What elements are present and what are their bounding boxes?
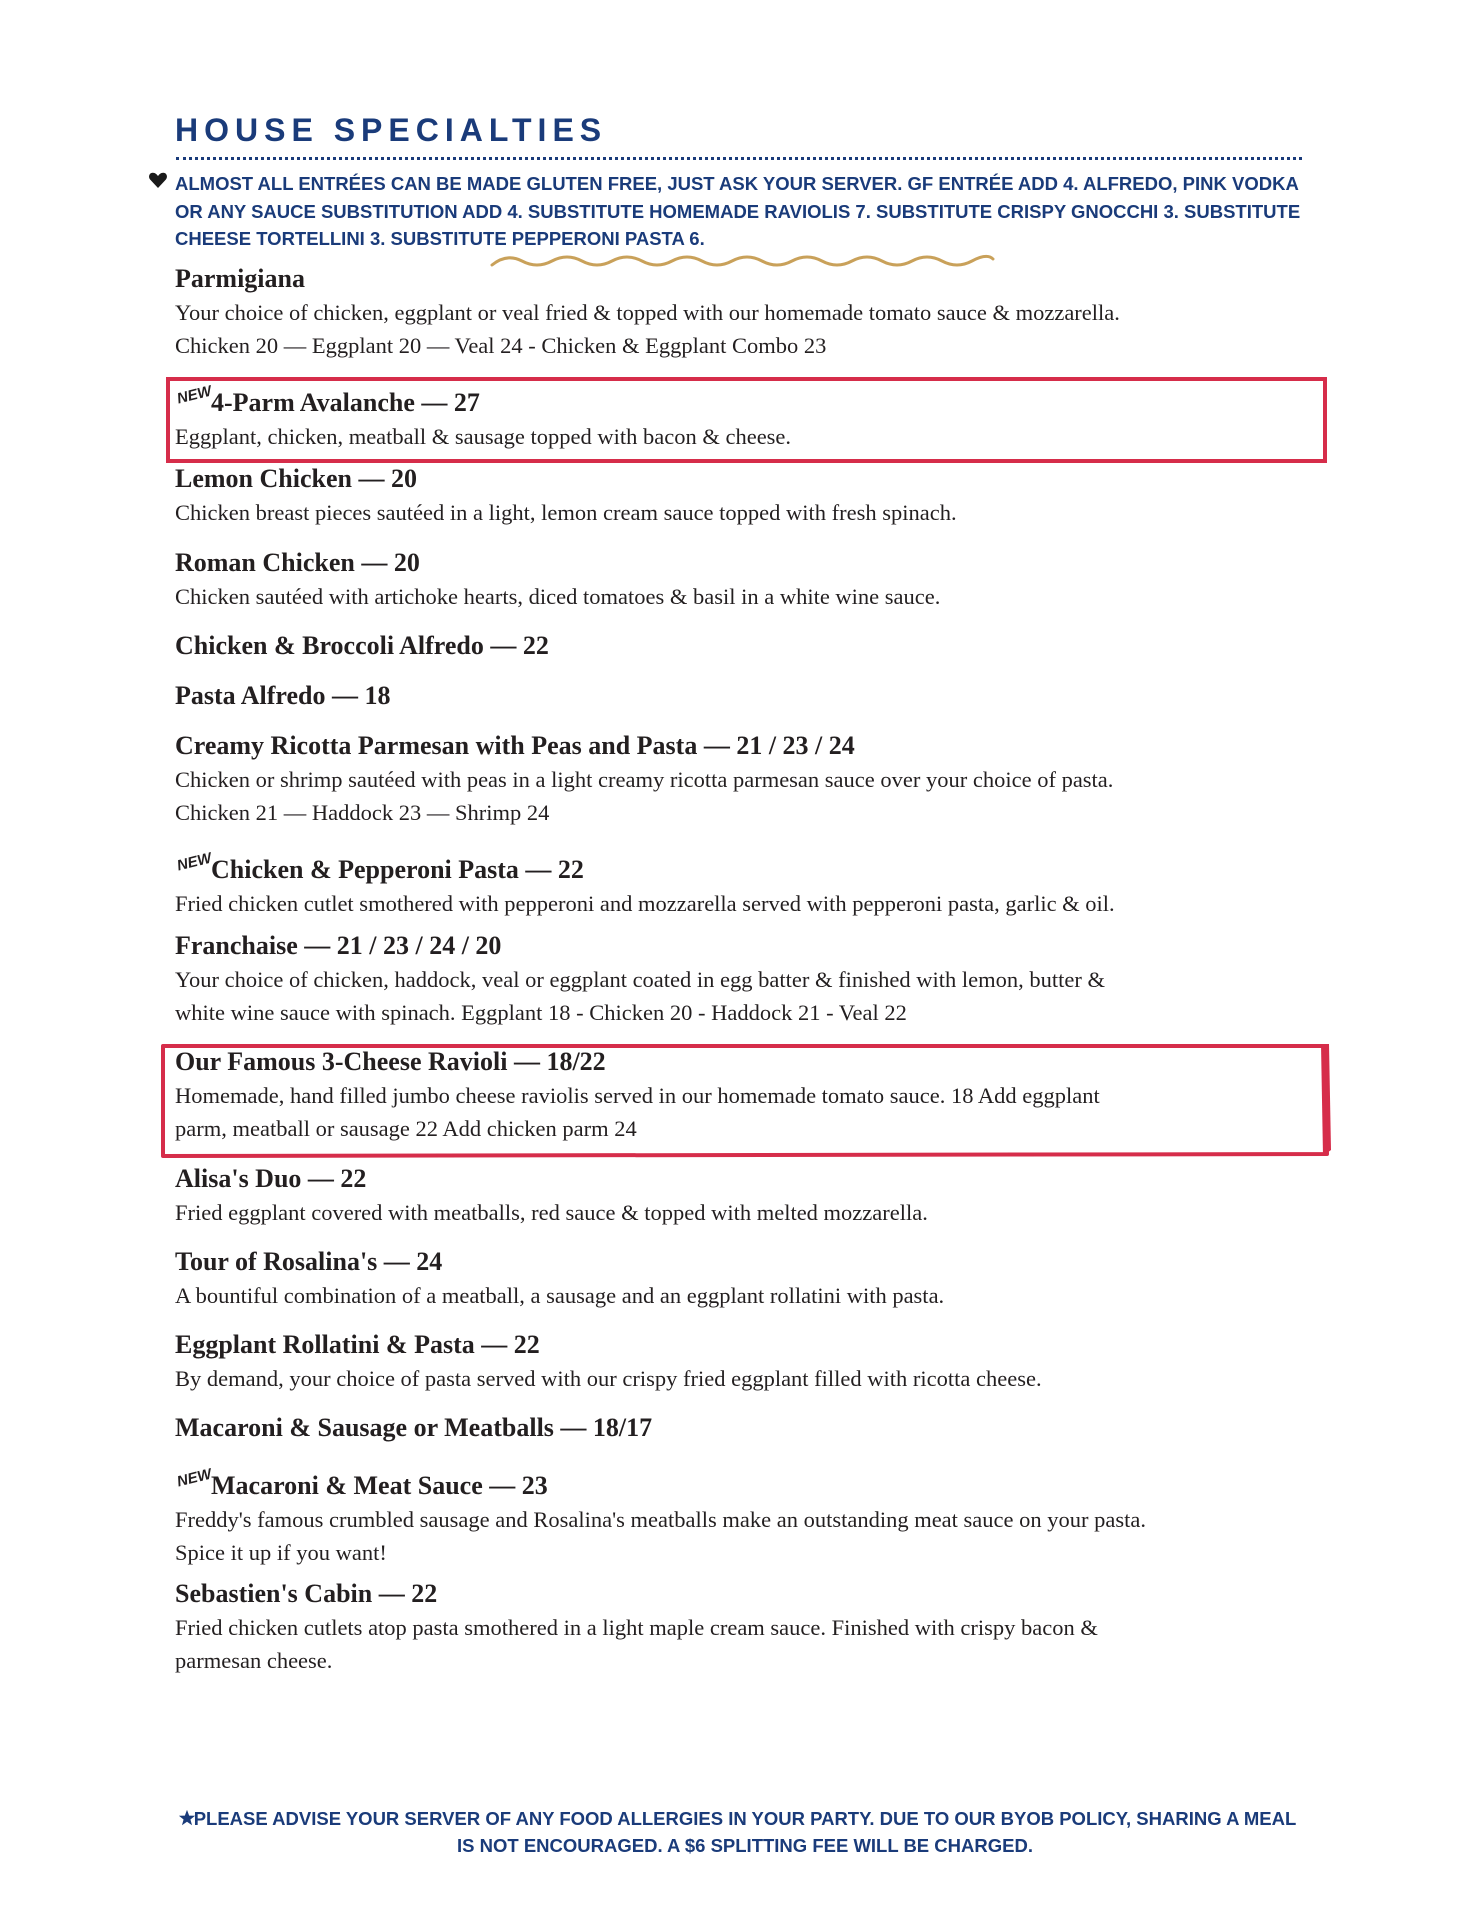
svg-text:NEW: NEW bbox=[175, 849, 214, 875]
menu-item-description: Fried chicken cutlets atop pasta smothered in a light maple cream sauce. Finished with crispy bacon & parmesan cheese. bbox=[175, 1615, 1098, 1673]
menu-item-name bbox=[175, 629, 1320, 663]
menu-item-title: Chicken & Pepperoni Pasta — 22 bbox=[211, 855, 584, 884]
menu-item bbox=[175, 845, 1320, 920]
menu-item bbox=[175, 462, 1320, 529]
menu-item-description: Eggplant, chicken, meatball & sausage topped with bacon & cheese. bbox=[175, 424, 792, 449]
title-dotted-rule bbox=[176, 157, 1302, 160]
menu-item bbox=[175, 546, 1320, 613]
menu-item-description: Your choice of chicken, haddock, veal or eggplant coated in egg batter & finished with lemon, butter & white wine sauce with spinach. Eggplant 18 - Chicken 20 - Haddock 21 - Veal 22 bbox=[175, 967, 1105, 1025]
menu-item bbox=[175, 629, 1320, 663]
menu-item-title: Chicken & Broccoli Alfredo — 22 bbox=[175, 631, 549, 660]
menu-item-name bbox=[175, 1045, 1320, 1079]
menu-item-name bbox=[175, 1411, 1320, 1445]
menu-item-title: Macaroni & Sausage or Meatballs — 18/17 bbox=[175, 1413, 653, 1442]
svg-text:NEW: NEW bbox=[175, 382, 214, 408]
gluten-free-notice: ALMOST ALL ENTRÉES CAN BE MADE GLUTEN FREE, JUST ASK YOUR SERVER. GF ENTRÉE ADD 4. ALFREDO, PINK VODKA OR ANY SAUCE SUBSTITUTION ADD 4. SUBSTITUTE HOMEMADE RAVIOLIS 7. SUBSTITUTE CRISPY GNOCCHI 3. SUBSTITUTE CHEESE TORTELLINI 3. SUBSTITUTE PEPPERONI PASTA 6. bbox=[175, 173, 1301, 249]
menu-item bbox=[175, 1045, 1320, 1145]
menu-item-name bbox=[175, 1328, 1320, 1362]
menu-item-title: Franchaise — 21 / 23 / 24 / 20 bbox=[175, 931, 502, 960]
menu-item bbox=[175, 729, 1320, 829]
new-badge-icon bbox=[175, 378, 214, 408]
menu-item-description: A bountiful combination of a meatball, a sausage and an eggplant rollatini with pasta. bbox=[175, 1283, 945, 1308]
menu-item-title: Tour of Rosalina's — 24 bbox=[175, 1247, 443, 1276]
menu-item-description: Your choice of chicken, eggplant or veal fried & topped with our homemade tomato sauce & mozzarella. Chicken 20 — Eggplant 20 — Veal 24 - Chicken & Eggplant Combo 23 bbox=[175, 300, 1120, 358]
menu-item-name bbox=[175, 546, 1320, 580]
menu-item-name bbox=[175, 1461, 1320, 1503]
allergy-footer: PLEASE ADVISE YOUR SERVER OF ANY FOOD ALLERGIES IN YOUR PARTY. DUE TO OUR BYOB POLICY, SHARING A MEAL IS NOT ENCOURAGED. A $6 SPLITTING FEE WILL BE CHARGED. bbox=[193, 1808, 1297, 1856]
menu-item bbox=[175, 1461, 1320, 1569]
menu-item-description: Homemade, hand filled jumbo cheese raviolis served in our homemade tomato sauce. 18 Add eggplant parm, meatball or sausage 22 Add chicken parm 24 bbox=[175, 1083, 1100, 1141]
menu-item-name bbox=[175, 1162, 1320, 1196]
menu-item bbox=[175, 1162, 1320, 1229]
menu-item-description: Chicken sautéed with artichoke hearts, diced tomatoes & basil in a white wine sauce. bbox=[175, 584, 941, 609]
menu-item-name bbox=[175, 1245, 1320, 1279]
new-badge-icon bbox=[175, 1461, 214, 1491]
menu-item-title: 4-Parm Avalanche — 27 bbox=[211, 388, 480, 417]
svg-text:NEW: NEW bbox=[175, 1465, 214, 1491]
menu-item-title: Lemon Chicken — 20 bbox=[175, 464, 417, 493]
menu-item-description: Fried eggplant covered with meatballs, red sauce & topped with melted mozzarella. bbox=[175, 1200, 928, 1225]
menu-item-title: Parmigiana bbox=[175, 264, 305, 293]
menu-item bbox=[175, 929, 1320, 1029]
menu-item-title: Sebastien's Cabin — 22 bbox=[175, 1579, 438, 1608]
menu-item-name bbox=[175, 679, 1320, 713]
menu-item-name bbox=[175, 262, 1320, 296]
menu-item bbox=[175, 679, 1320, 713]
menu-item-description: By demand, your choice of pasta served with our crispy fried eggplant filled with ricotta cheese. bbox=[175, 1366, 1042, 1391]
menu-item-title: Alisa's Duo — 22 bbox=[175, 1164, 367, 1193]
menu-item-name bbox=[175, 845, 1320, 887]
menu-item-name bbox=[175, 462, 1320, 496]
menu-item-name bbox=[175, 1577, 1320, 1611]
menu-item bbox=[175, 262, 1320, 362]
menu-item bbox=[175, 1577, 1320, 1677]
menu-item-name bbox=[175, 729, 1320, 763]
page-title: HOUSE SPECIALTIES bbox=[175, 112, 608, 148]
new-badge-icon bbox=[175, 845, 214, 875]
heart-icon bbox=[148, 170, 168, 190]
menu-item-name bbox=[175, 929, 1320, 963]
menu-item-title: Roman Chicken — 20 bbox=[175, 548, 420, 577]
menu-item bbox=[175, 1245, 1320, 1312]
menu-item bbox=[175, 1411, 1320, 1445]
menu-item-description: Freddy's famous crumbled sausage and Rosalina's meatballs make an outstanding meat sauce on your pasta. Spice it up if you want! bbox=[175, 1507, 1146, 1565]
menu-item-title: Creamy Ricotta Parmesan with Peas and Pasta — 21 / 23 / 24 bbox=[175, 731, 855, 760]
menu-item-description: Fried chicken cutlet smothered with pepperoni and mozzarella served with pepperoni pasta, garlic & oil. bbox=[175, 891, 1115, 916]
menu-item bbox=[175, 1328, 1320, 1395]
menu-item-description: Chicken breast pieces sautéed in a light, lemon cream sauce topped with fresh spinach. bbox=[175, 500, 957, 525]
menu-item-title: Macaroni & Meat Sauce — 23 bbox=[211, 1471, 548, 1500]
menu-item-title: Our Famous 3-Cheese Ravioli — 18/22 bbox=[175, 1047, 606, 1076]
menu-item-title: Pasta Alfredo — 18 bbox=[175, 681, 391, 710]
menu-item-description: Chicken or shrimp sautéed with peas in a light creamy ricotta parmesan sauce over your choice of pasta. Chicken 21 — Haddock 23 — Shrimp 24 bbox=[175, 767, 1114, 825]
menu-item-title: Eggplant Rollatini & Pasta — 22 bbox=[175, 1330, 540, 1359]
menu-item bbox=[175, 378, 1320, 453]
menu-item-name bbox=[175, 378, 1320, 420]
